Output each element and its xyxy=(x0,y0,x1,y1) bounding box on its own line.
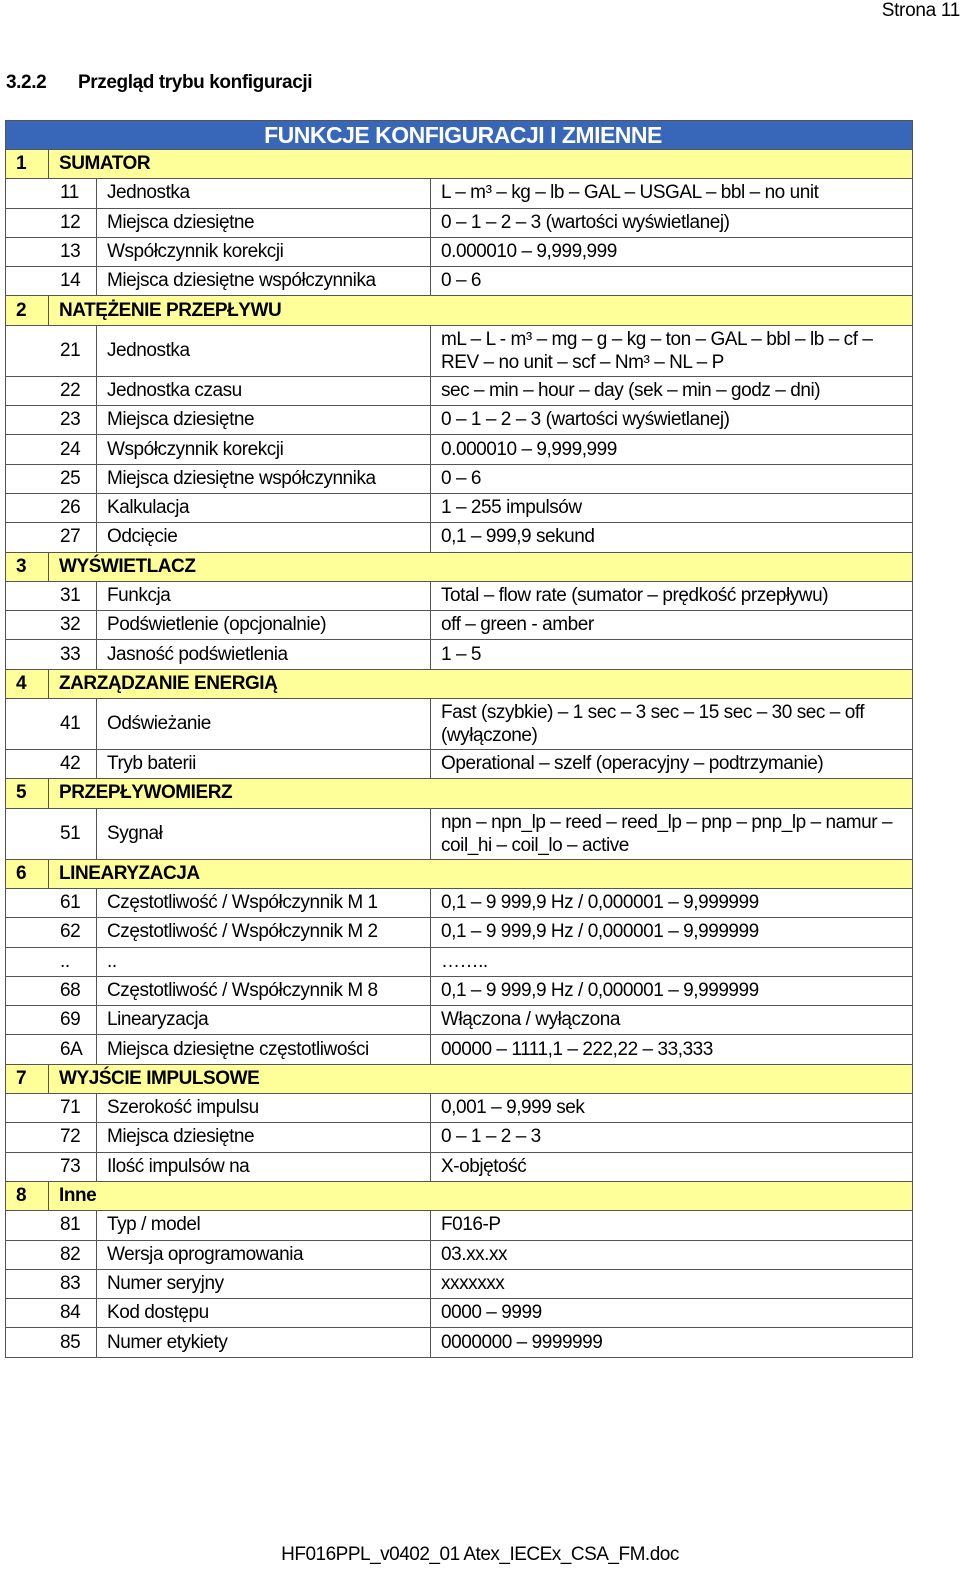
row-value: Total – flow rate (sumator – prędkość przepływu) xyxy=(431,581,913,610)
table-row xyxy=(6,611,913,640)
row-label: Częstotliwość / Współczynnik M 2 xyxy=(97,918,431,947)
row-value: 1 – 255 impulsów xyxy=(431,493,913,522)
config-table xyxy=(5,120,913,1358)
row-value: 03.xx.xx xyxy=(431,1240,913,1269)
row-code: 42 xyxy=(6,750,97,779)
section-row-number: 6 xyxy=(6,859,49,888)
table-row xyxy=(6,1094,913,1123)
table-row xyxy=(6,888,913,917)
row-code: 22 xyxy=(6,376,97,405)
row-value: 0 – 6 xyxy=(431,267,913,296)
table-row xyxy=(6,1269,913,1298)
row-value: L – m³ – kg – lb – GAL – USGAL – bbl – no unit xyxy=(431,179,913,208)
table-row xyxy=(6,435,913,464)
row-code: 81 xyxy=(6,1211,97,1240)
row-value: 0,1 – 9 999,9 Hz / 0,000001 – 9,999999 xyxy=(431,918,913,947)
row-label: Sygnał xyxy=(97,808,431,859)
table-row xyxy=(6,1006,913,1035)
section-row-title: PRZEPŁYWOMIERZ xyxy=(49,779,913,808)
row-label: Tryb baterii xyxy=(97,750,431,779)
row-label: Odświeżanie xyxy=(97,699,431,750)
row-label: Miejsca dziesiętne xyxy=(97,208,431,237)
row-code: 51 xyxy=(6,808,97,859)
row-value: F016-P xyxy=(431,1211,913,1240)
row-label: Kod dostępu xyxy=(97,1299,431,1328)
row-code: 21 xyxy=(6,325,97,376)
section-number: 3.2.2 xyxy=(6,72,47,93)
section-row-title: NATĘŻENIE PRZEPŁYWU xyxy=(49,296,913,325)
row-code: 83 xyxy=(6,1269,97,1298)
row-value: 0000000 – 9999999 xyxy=(431,1328,913,1357)
row-label: Jednostka xyxy=(97,325,431,376)
row-value: xxxxxxx xyxy=(431,1269,913,1298)
row-value: 0,1 – 9 999,9 Hz / 0,000001 – 9,999999 xyxy=(431,888,913,917)
section-row xyxy=(6,779,913,808)
row-value: Włączona / wyłączona xyxy=(431,1006,913,1035)
row-code: 25 xyxy=(6,464,97,493)
table-row xyxy=(6,947,913,976)
table-row xyxy=(6,208,913,237)
table-row xyxy=(6,376,913,405)
row-label: Podświetlenie (opcjonalnie) xyxy=(97,611,431,640)
row-code: 24 xyxy=(6,435,97,464)
row-label: Częstotliwość / Współczynnik M 8 xyxy=(97,976,431,1005)
row-label: Częstotliwość / Współczynnik M 1 xyxy=(97,888,431,917)
row-value: 0.000010 – 9,999,999 xyxy=(431,237,913,266)
table-row xyxy=(6,1299,913,1328)
table-row xyxy=(6,750,913,779)
row-value: Operational – szelf (operacyjny – podtrzymanie) xyxy=(431,750,913,779)
row-label: Numer etykiety xyxy=(97,1328,431,1357)
row-value: 0.000010 – 9,999,999 xyxy=(431,435,913,464)
row-code: 33 xyxy=(6,640,97,669)
row-code: 41 xyxy=(6,699,97,750)
row-label: Miejsca dziesiętne częstotliwości xyxy=(97,1035,431,1064)
row-value: 0 – 1 – 2 – 3 (wartości wyświetlanej) xyxy=(431,208,913,237)
row-value: 0,001 – 9,999 sek xyxy=(431,1094,913,1123)
row-label: Jasność podświetlenia xyxy=(97,640,431,669)
row-value: 0000 – 9999 xyxy=(431,1299,913,1328)
table-row xyxy=(6,581,913,610)
row-code: 11 xyxy=(6,179,97,208)
table-row xyxy=(6,523,913,552)
row-label: Wersja oprogramowania xyxy=(97,1240,431,1269)
section-row-title: ZARZĄDZANIE ENERGIĄ xyxy=(49,669,913,698)
table-row xyxy=(6,267,913,296)
table-title: FUNKCJE KONFIGURACJI I ZMIENNE xyxy=(6,121,913,150)
row-code: 6A xyxy=(6,1035,97,1064)
row-code: .. xyxy=(6,947,97,976)
row-label: Jednostka xyxy=(97,179,431,208)
row-label: Funkcja xyxy=(97,581,431,610)
table-row xyxy=(6,1211,913,1240)
section-row xyxy=(6,1064,913,1093)
row-value: 0 – 6 xyxy=(431,464,913,493)
row-code: 13 xyxy=(6,237,97,266)
row-label: Miejsca dziesiętne współczynnika xyxy=(97,464,431,493)
section-row-number: 8 xyxy=(6,1181,49,1210)
row-code: 71 xyxy=(6,1094,97,1123)
row-value: Fast (szybkie) – 1 sec – 3 sec – 15 sec – 30 sec – off (wyłączone) xyxy=(431,699,913,750)
section-row-number: 7 xyxy=(6,1064,49,1093)
table-row xyxy=(6,406,913,435)
row-code: 61 xyxy=(6,888,97,917)
table-row xyxy=(6,918,913,947)
table-row xyxy=(6,976,913,1005)
section-row xyxy=(6,669,913,698)
section-row xyxy=(6,552,913,581)
row-label: Linearyzacja xyxy=(97,1006,431,1035)
section-row-number: 3 xyxy=(6,552,49,581)
section-row-title: Inne xyxy=(49,1181,913,1210)
table-row xyxy=(6,1152,913,1181)
row-value: 0,1 – 999,9 sekund xyxy=(431,523,913,552)
section-row xyxy=(6,296,913,325)
row-code: 84 xyxy=(6,1299,97,1328)
section-row xyxy=(6,1181,913,1210)
row-value: 0 – 1 – 2 – 3 xyxy=(431,1123,913,1152)
row-code: 69 xyxy=(6,1006,97,1035)
table-row xyxy=(6,808,913,859)
row-label: Szerokość impulsu xyxy=(97,1094,431,1123)
section-row-number: 5 xyxy=(6,779,49,808)
row-value: off – green - amber xyxy=(431,611,913,640)
section-row xyxy=(6,859,913,888)
row-value: 1 – 5 xyxy=(431,640,913,669)
row-code: 31 xyxy=(6,581,97,610)
row-label: Miejsca dziesiętne xyxy=(97,406,431,435)
row-code: 23 xyxy=(6,406,97,435)
row-value: 00000 – 1111,1 – 222,22 – 33,333 xyxy=(431,1035,913,1064)
row-code: 26 xyxy=(6,493,97,522)
row-value: npn – npn_lp – reed – reed_lp – pnp – pnp_lp – namur – coil_hi – coil_lo – active xyxy=(431,808,913,859)
table-row xyxy=(6,699,913,750)
row-value: mL – L - m³ – mg – g – kg – ton – GAL – bbl – lb – cf – REV – no unit – scf – Nm³ – NL – P xyxy=(431,325,913,376)
page-number: Strona 11 xyxy=(881,0,960,21)
row-label: Numer seryjny xyxy=(97,1269,431,1298)
row-code: 62 xyxy=(6,918,97,947)
row-code: 85 xyxy=(6,1328,97,1357)
row-label: Współczynnik korekcji xyxy=(97,237,431,266)
table-row xyxy=(6,640,913,669)
table-row xyxy=(6,493,913,522)
section-row-title: LINEARYZACJA xyxy=(49,859,913,888)
row-label: Miejsca dziesiętne współczynnika xyxy=(97,267,431,296)
table-title-row xyxy=(6,121,913,150)
row-label: Ilość impulsów na xyxy=(97,1152,431,1181)
footer-filename: HF016PPL_v0402_01 Atex_IECEx_CSA_FM.doc xyxy=(281,1544,679,1565)
row-value: X-objętość xyxy=(431,1152,913,1181)
table-row xyxy=(6,1240,913,1269)
section-row xyxy=(6,150,913,179)
row-value: sec – min – hour – day (sek – min – godz – dni) xyxy=(431,376,913,405)
section-heading xyxy=(6,72,312,94)
section-row-title: SUMATOR xyxy=(49,150,913,179)
row-label: Typ / model xyxy=(97,1211,431,1240)
row-value: 0,1 – 9 999,9 Hz / 0,000001 – 9,999999 xyxy=(431,976,913,1005)
row-code: 68 xyxy=(6,976,97,1005)
table-row xyxy=(6,464,913,493)
row-code: 12 xyxy=(6,208,97,237)
row-code: 72 xyxy=(6,1123,97,1152)
table-row xyxy=(6,237,913,266)
row-value: 0 – 1 – 2 – 3 (wartości wyświetlanej) xyxy=(431,406,913,435)
section-row-title: WYŚWIETLACZ xyxy=(49,552,913,581)
row-code: 14 xyxy=(6,267,97,296)
row-label: .. xyxy=(97,947,431,976)
table-row xyxy=(6,1328,913,1357)
table-row xyxy=(6,325,913,376)
table-row xyxy=(6,179,913,208)
row-code: 73 xyxy=(6,1152,97,1181)
row-value: …….. xyxy=(431,947,913,976)
section-row-number: 2 xyxy=(6,296,49,325)
row-code: 32 xyxy=(6,611,97,640)
section-title: Przegląd trybu konfiguracji xyxy=(78,72,313,93)
row-code: 27 xyxy=(6,523,97,552)
row-label: Miejsca dziesiętne xyxy=(97,1123,431,1152)
row-label: Współczynnik korekcji xyxy=(97,435,431,464)
section-row-number: 4 xyxy=(6,669,49,698)
row-code: 82 xyxy=(6,1240,97,1269)
table-row xyxy=(6,1123,913,1152)
row-label: Jednostka czasu xyxy=(97,376,431,405)
row-label: Odcięcie xyxy=(97,523,431,552)
section-row-title: WYJŚCIE IMPULSOWE xyxy=(49,1064,913,1093)
section-row-number: 1 xyxy=(6,150,49,179)
row-label: Kalkulacja xyxy=(97,493,431,522)
table-row xyxy=(6,1035,913,1064)
